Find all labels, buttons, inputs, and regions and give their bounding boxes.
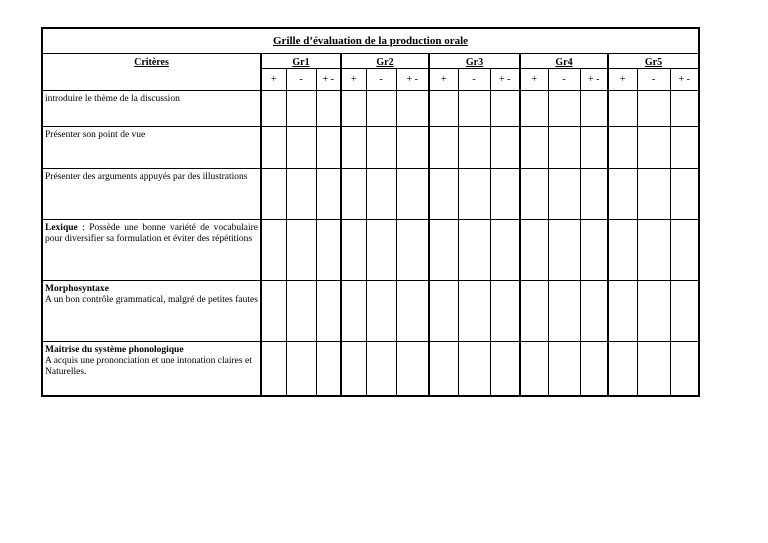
score-cell-gr1[interactable] <box>286 342 316 396</box>
score-cell-gr5[interactable] <box>637 127 670 169</box>
score-cell-gr3[interactable] <box>490 342 520 396</box>
criterion-cell <box>42 220 261 281</box>
score-cell-gr4[interactable] <box>520 91 548 127</box>
score-cell-gr5[interactable] <box>637 220 670 281</box>
mark-plus-gr2: + <box>341 69 366 91</box>
group-header-gr1: Gr1 <box>261 54 341 69</box>
score-cell-gr4[interactable] <box>580 220 608 281</box>
mark-plus-gr3: + <box>429 69 458 91</box>
score-cell-gr4[interactable] <box>580 91 608 127</box>
grid-title: Grille d’évaluation de la production orale <box>42 28 699 54</box>
score-cell-gr3[interactable] <box>490 169 520 220</box>
criterion-row <box>42 342 699 396</box>
score-cell-gr5[interactable] <box>670 220 699 281</box>
criterion-cell <box>42 281 261 342</box>
score-cell-gr5[interactable] <box>608 127 637 169</box>
score-cell-gr2[interactable] <box>396 220 429 281</box>
score-cell-gr2[interactable] <box>396 91 429 127</box>
score-cell-gr1[interactable] <box>286 281 316 342</box>
mark-minus-gr2: - <box>366 69 396 91</box>
criterion-text: A un bon contrôle grammatical, malgré de petites fautes <box>45 295 258 305</box>
score-cell-gr1[interactable] <box>261 127 286 169</box>
score-cell-gr2[interactable] <box>366 127 396 169</box>
criterion-title: Maitrise du système phonologique <box>45 345 184 355</box>
score-cell-gr2[interactable] <box>341 281 366 342</box>
score-cell-gr5[interactable] <box>637 169 670 220</box>
group-header-gr5: Gr5 <box>608 54 699 69</box>
score-cell-gr4[interactable] <box>580 281 608 342</box>
score-cell-gr5[interactable] <box>670 281 699 342</box>
score-cell-gr1[interactable] <box>316 169 341 220</box>
criterion-title: Morphosyntaxe <box>45 284 109 294</box>
score-cell-gr1[interactable] <box>261 281 286 342</box>
score-cell-gr1[interactable] <box>316 127 341 169</box>
score-cell-gr2[interactable] <box>396 342 429 396</box>
score-cell-gr4[interactable] <box>548 220 580 281</box>
score-cell-gr5[interactable] <box>608 91 637 127</box>
score-cell-gr5[interactable] <box>637 91 670 127</box>
score-cell-gr2[interactable] <box>341 220 366 281</box>
score-cell-gr2[interactable] <box>341 127 366 169</box>
title-row <box>42 28 699 54</box>
criterion-text: : Possède une bonne variété de vocabulaire pour diversifier sa formulation et éviter des répétitions <box>45 223 258 244</box>
score-cell-gr4[interactable] <box>520 127 548 169</box>
score-cell-gr3[interactable] <box>429 91 458 127</box>
mark-minus-gr1: - <box>286 69 316 91</box>
criterion-title: Lexique <box>45 223 78 233</box>
score-cell-gr5[interactable] <box>608 220 637 281</box>
score-cell-gr2[interactable] <box>366 169 396 220</box>
score-cell-gr4[interactable] <box>548 342 580 396</box>
score-cell-gr5[interactable] <box>637 281 670 342</box>
score-cell-gr3[interactable] <box>429 342 458 396</box>
score-cell-gr3[interactable] <box>429 169 458 220</box>
score-cell-gr3[interactable] <box>458 127 490 169</box>
score-cell-gr1[interactable] <box>286 127 316 169</box>
score-cell-gr2[interactable] <box>396 281 429 342</box>
criterion-cell <box>42 342 261 396</box>
score-cell-gr4[interactable] <box>520 169 548 220</box>
mark-plus-gr4: + <box>520 69 548 91</box>
criterion-text: Présenter des arguments appuyés par des illustrations <box>45 172 248 182</box>
score-cell-gr5[interactable] <box>608 281 637 342</box>
score-cell-gr1[interactable] <box>286 91 316 127</box>
criterion-text: Présenter son point de vue <box>45 130 146 140</box>
score-cell-gr5[interactable] <box>670 91 699 127</box>
score-cell-gr1[interactable] <box>286 220 316 281</box>
score-cell-gr2[interactable] <box>341 91 366 127</box>
score-cell-gr1[interactable] <box>261 220 286 281</box>
score-cell-gr4[interactable] <box>520 342 548 396</box>
group-header-gr3: Gr3 <box>429 54 520 69</box>
score-cell-gr3[interactable] <box>458 91 490 127</box>
score-cell-gr5[interactable] <box>608 169 637 220</box>
score-cell-gr3[interactable] <box>429 281 458 342</box>
score-cell-gr1[interactable] <box>286 169 316 220</box>
score-cell-gr1[interactable] <box>316 342 341 396</box>
mark-plus-minus-gr2: + - <box>396 69 429 91</box>
score-cell-gr3[interactable] <box>429 220 458 281</box>
score-cell-gr4[interactable] <box>548 281 580 342</box>
mark-plus-minus-gr4: + - <box>580 69 608 91</box>
score-cell-gr3[interactable] <box>458 169 490 220</box>
score-cell-gr2[interactable] <box>396 169 429 220</box>
score-cell-gr3[interactable] <box>458 220 490 281</box>
score-cell-gr2[interactable] <box>341 169 366 220</box>
score-cell-gr5[interactable] <box>637 342 670 396</box>
score-cell-gr1[interactable] <box>316 91 341 127</box>
criterion-row <box>42 169 699 220</box>
score-cell-gr1[interactable] <box>261 91 286 127</box>
evaluation-grid <box>41 27 700 397</box>
mark-plus-minus-gr3: + - <box>490 69 520 91</box>
score-cell-gr5[interactable] <box>670 127 699 169</box>
criterion-cell <box>42 169 261 220</box>
criterion-row <box>42 91 699 127</box>
score-cell-gr1[interactable] <box>261 342 286 396</box>
criterion-row <box>42 220 699 281</box>
score-cell-gr3[interactable] <box>490 91 520 127</box>
criterion-text: A acquis une prononciation et une intonation claires et Naturelles. <box>45 356 252 377</box>
mark-minus-gr3: - <box>458 69 490 91</box>
score-cell-gr5[interactable] <box>670 169 699 220</box>
score-cell-gr5[interactable] <box>670 342 699 396</box>
score-cell-gr1[interactable] <box>316 281 341 342</box>
criterion-row <box>42 281 699 342</box>
criterion-text: introduire le thème de la discussion <box>45 94 180 104</box>
score-cell-gr4[interactable] <box>580 127 608 169</box>
score-cell-gr3[interactable] <box>490 281 520 342</box>
score-cell-gr4[interactable] <box>520 220 548 281</box>
score-cell-gr4[interactable] <box>548 127 580 169</box>
score-cell-gr1[interactable] <box>316 220 341 281</box>
score-cell-gr5[interactable] <box>608 342 637 396</box>
score-cell-gr4[interactable] <box>580 169 608 220</box>
criterion-row <box>42 127 699 169</box>
mark-minus-gr4: - <box>548 69 580 91</box>
score-cell-gr2[interactable] <box>396 127 429 169</box>
score-cell-gr2[interactable] <box>341 342 366 396</box>
criterion-cell <box>42 91 261 127</box>
mark-minus-gr5: - <box>637 69 670 91</box>
score-cell-gr1[interactable] <box>261 169 286 220</box>
mark-plus-gr1: + <box>261 69 286 91</box>
score-cell-gr2[interactable] <box>366 91 396 127</box>
score-cell-gr2[interactable] <box>366 281 396 342</box>
group-header-gr4: Gr4 <box>520 54 608 69</box>
group-header-row <box>42 54 699 69</box>
score-cell-gr3[interactable] <box>458 342 490 396</box>
score-cell-gr2[interactable] <box>366 342 396 396</box>
criterion-cell <box>42 127 261 169</box>
criteria-header: Critères <box>42 54 261 91</box>
score-cell-gr4[interactable] <box>548 91 580 127</box>
score-cell-gr2[interactable] <box>366 220 396 281</box>
mark-plus-minus-gr5: + - <box>670 69 699 91</box>
score-cell-gr4[interactable] <box>580 342 608 396</box>
mark-plus-gr5: + <box>608 69 637 91</box>
score-cell-gr3[interactable] <box>490 220 520 281</box>
score-cell-gr3[interactable] <box>429 127 458 169</box>
group-header-gr2: Gr2 <box>341 54 429 69</box>
mark-plus-minus-gr1: + - <box>316 69 341 91</box>
score-cell-gr4[interactable] <box>548 169 580 220</box>
score-cell-gr4[interactable] <box>520 281 548 342</box>
score-cell-gr3[interactable] <box>490 127 520 169</box>
score-cell-gr3[interactable] <box>458 281 490 342</box>
